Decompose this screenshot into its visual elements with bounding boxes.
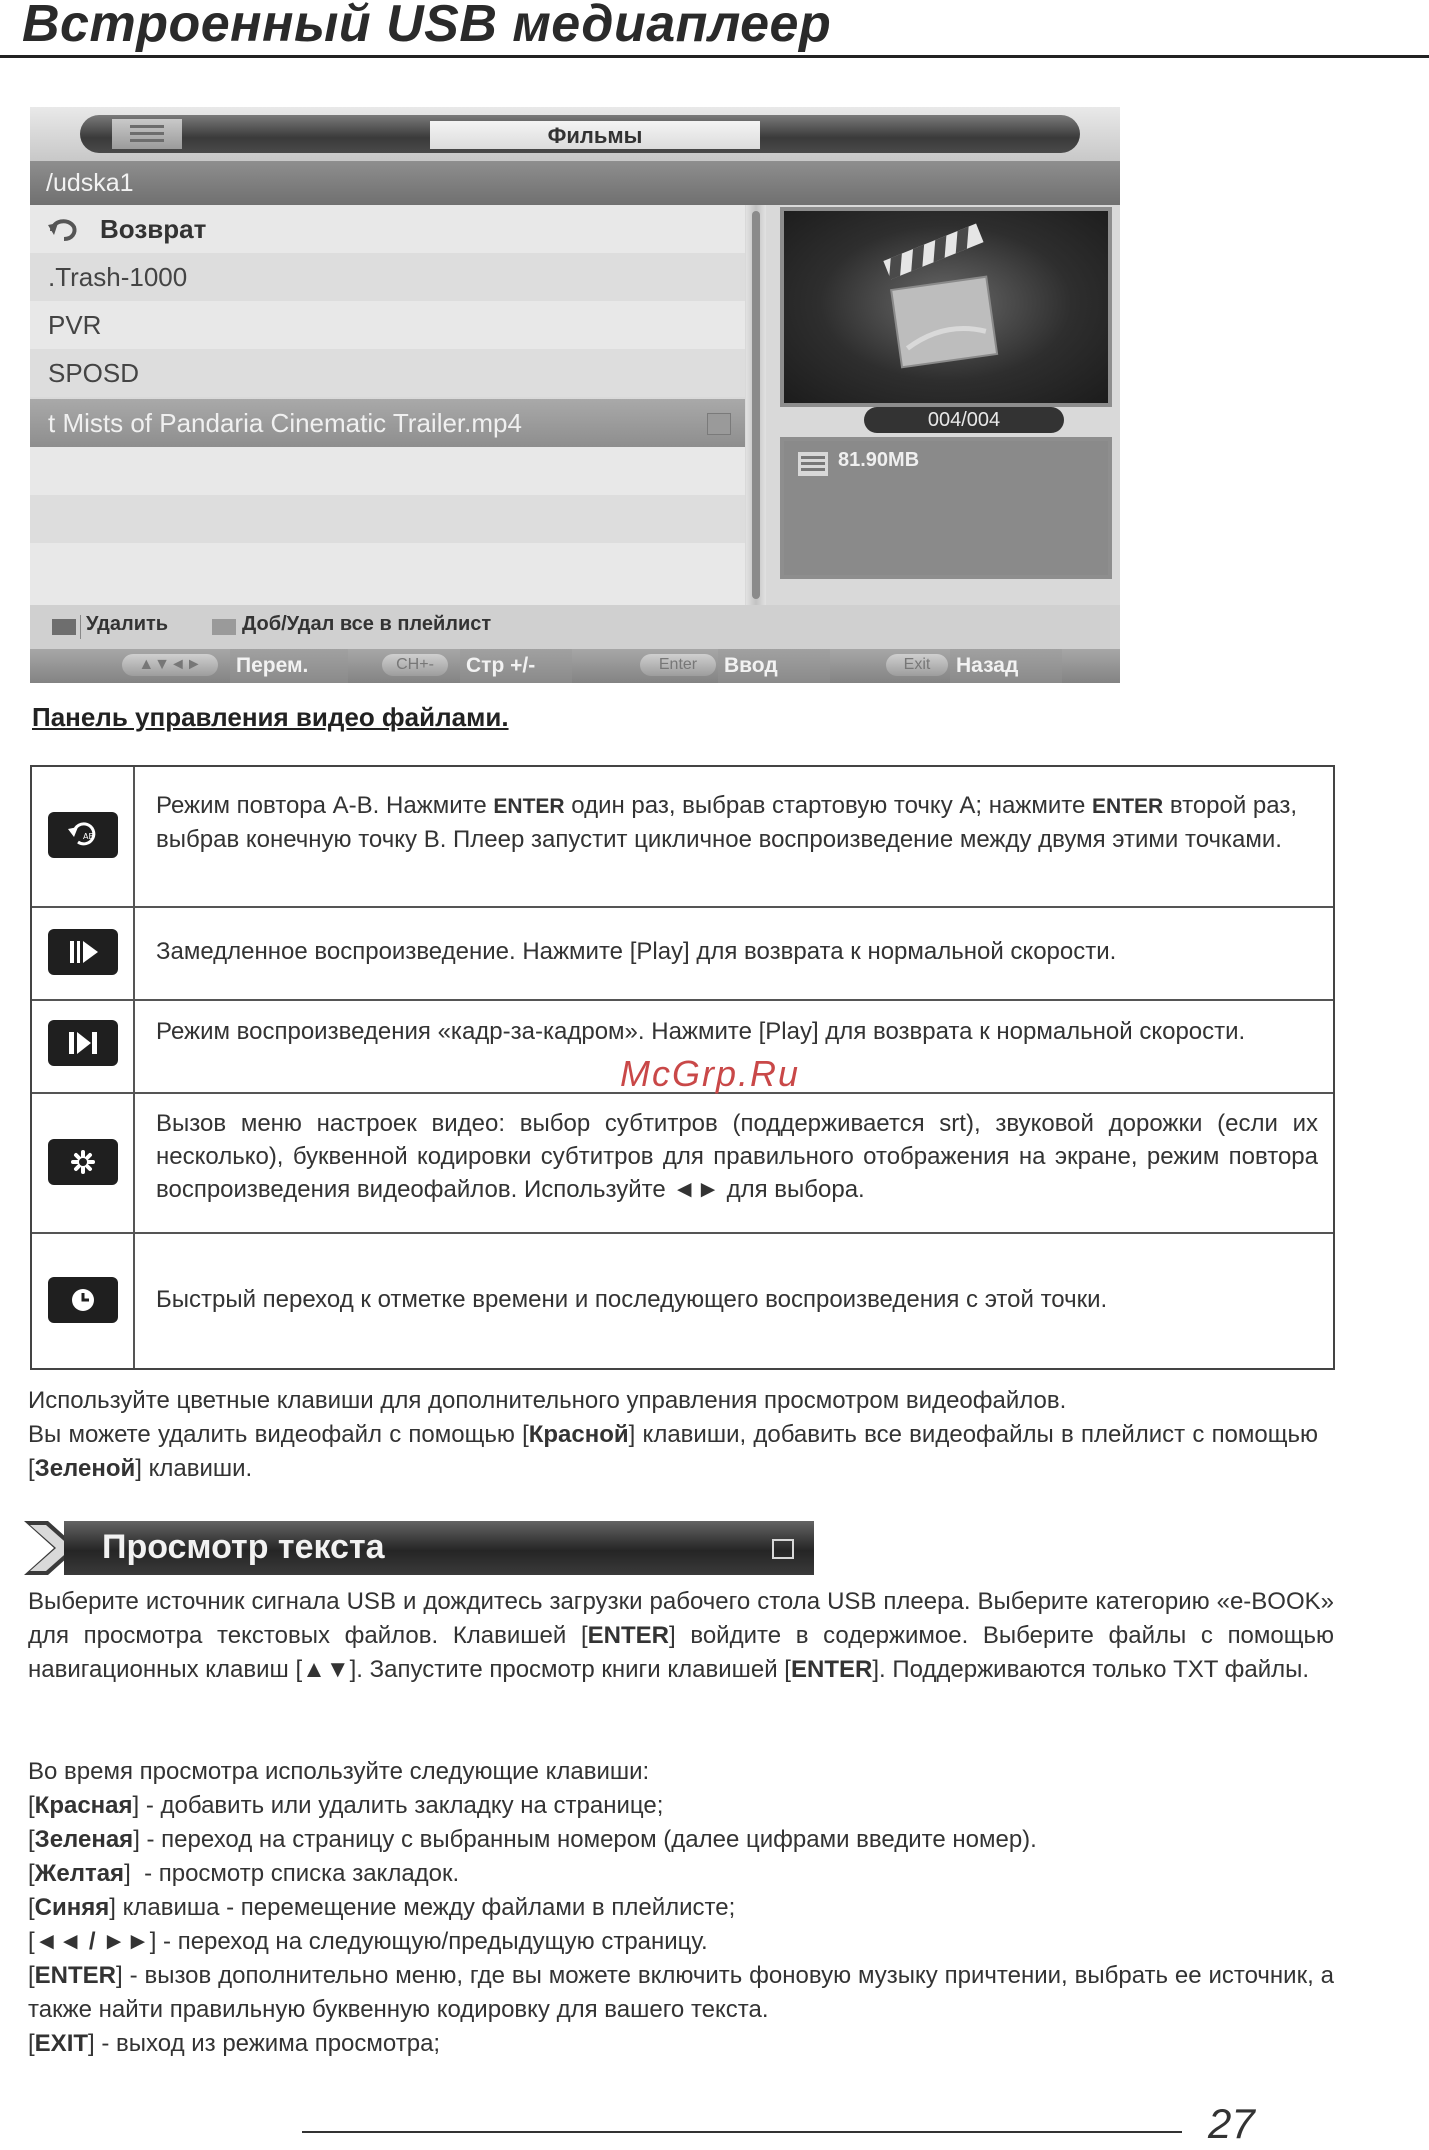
row-divider bbox=[32, 999, 1333, 1001]
step-frame-icon bbox=[48, 1020, 118, 1066]
file-row-label: t Mists of Pandaria Cinematic Trailer.mp4 bbox=[48, 408, 522, 438]
checkbox-icon[interactable] bbox=[707, 413, 731, 435]
key-line-blue: [Синяя] клавиша - перемещение между файлами в плейлисте; bbox=[28, 1894, 736, 1921]
paragraph-line: Вы можете удалить видеофайл с помощью [Красной] клавиши, добавить все видеофайлы в плейлист с помощью [Зеленой] клавиши. bbox=[28, 1421, 1319, 1482]
color-keys-paragraph bbox=[28, 1384, 1318, 1486]
exit-key[interactable]: Exit bbox=[886, 654, 948, 676]
file-size-icon bbox=[798, 452, 828, 476]
enter-key[interactable]: Enter bbox=[640, 654, 716, 676]
preview-pane bbox=[784, 211, 1108, 403]
color-key-bar bbox=[30, 605, 1120, 649]
goto-time-description: Быстрый переход к отметке времени и последующего воспроизведения с этой точки. bbox=[156, 1286, 1108, 1313]
row-divider bbox=[32, 906, 1333, 908]
key-line-exit: [EXIT] - выход из режима просмотра; bbox=[28, 2030, 441, 2057]
file-counter: 004/004 bbox=[864, 407, 1064, 433]
key-line-red: [Красная] - добавить или удалить закладку на странице; bbox=[28, 1792, 664, 1819]
section-banner bbox=[24, 1521, 814, 1575]
file-row-empty bbox=[30, 543, 745, 605]
delete-label[interactable]: Удалить bbox=[86, 613, 169, 635]
red-key-icon bbox=[52, 619, 76, 635]
watermark: McGrp.Ru bbox=[620, 1053, 801, 1094]
page-title: Встроенный USB медиаплеер bbox=[22, 0, 832, 53]
slow-play-description: Замедленное воспроизведение. Нажмите [Play] для возврата к нормальной скорости. bbox=[156, 938, 1117, 965]
list-scrollbar[interactable] bbox=[746, 205, 766, 605]
key-line-enter: [ENTER] - вызов дополнительно меню, где вы можете включить фоновую музыку причтении, выбрать ее источник, а также найти правильную буквенную кодировку для вашего текста. bbox=[28, 1962, 1334, 2023]
return-icon bbox=[46, 211, 80, 245]
file-row-back[interactable] bbox=[30, 205, 745, 253]
divider bbox=[80, 615, 81, 639]
file-size: 81.90MB bbox=[838, 449, 920, 471]
section-title: Просмотр текста bbox=[102, 1528, 385, 1566]
green-key-icon bbox=[212, 619, 236, 635]
file-row-empty bbox=[30, 447, 745, 495]
arrows-key[interactable]: ▲▼◄► bbox=[122, 654, 218, 676]
file-row[interactable]: PVR bbox=[30, 301, 745, 349]
keys-intro: Во время просмотра используйте следующие клавиши: bbox=[28, 1758, 650, 1785]
key-line-yellow: [Желтая] - просмотр списка закладок. bbox=[28, 1860, 460, 1887]
file-info-pane bbox=[784, 441, 1108, 575]
file-row-selected[interactable] bbox=[30, 399, 745, 447]
media-player-screenshot bbox=[30, 107, 1120, 683]
footer-rule bbox=[302, 2131, 1182, 2133]
ab-repeat-description: Режим повтора A-B. Нажмите ENTER один раз, выбрав стартовую точку А; нажмите ENTER второй раз, выбрав конечную точку В. Плеер запустит цикличное воспроизведение между двумя этими точками. bbox=[156, 792, 1298, 853]
row-divider bbox=[32, 1232, 1333, 1234]
paragraph-line: Используйте цветные клавиши для дополнительного управления просмотром видеофайлов. bbox=[28, 1387, 1067, 1414]
file-row[interactable]: .Trash-1000 bbox=[30, 253, 745, 301]
text-view-keys bbox=[28, 1755, 1334, 2061]
page-number: 27 bbox=[1208, 2100, 1255, 2147]
tab-movies[interactable]: Фильмы bbox=[430, 121, 760, 149]
back-label: Назад bbox=[950, 649, 1062, 683]
title-rule bbox=[0, 55, 1429, 58]
ch-key[interactable]: CH+- bbox=[382, 654, 448, 676]
file-row-empty bbox=[30, 495, 745, 543]
clapperboard-icon bbox=[784, 211, 1108, 403]
svg-text:AB: AB bbox=[83, 832, 94, 841]
table-divider bbox=[133, 767, 135, 1368]
key-line-green: [Зеленая] - переход на страницу с выбранным номером (далее цифрами введите номер). bbox=[28, 1826, 1037, 1853]
file-row-label: Возврат bbox=[100, 214, 207, 244]
text-view-paragraph: Выберите источник сигнала USB и дождитесь загрузки рабочего стола USB плеера. Выберите категорию «e-BOOK» для просмотра текстовых файлов. Клавишей [ENTER] войдите в содержимое. Выберите файлы с помощью навигационных клавиш [▲▼]. Запустите просмотр книги клавишей [ENTER]. Поддерживаются только TXT файлы. bbox=[28, 1588, 1335, 1683]
file-list bbox=[30, 205, 745, 605]
move-label: Перем. bbox=[230, 649, 348, 683]
enter-label: Ввод bbox=[718, 649, 830, 683]
square-icon bbox=[772, 1539, 794, 1559]
page-label: Стр +/- bbox=[460, 649, 572, 683]
folder-path: /udska1 bbox=[30, 161, 1120, 205]
ab-repeat-icon bbox=[48, 812, 118, 858]
video-settings-description: Вызов меню настроек видео: выбор субтитров (поддерживается srt), звуковой дорожки (если их несколько), буквенной кодировки субтитров для правильного отображения на экране, режим повтора воспроизведения видеофайлов. Используйте ◄► для выбора. bbox=[156, 1110, 1318, 1203]
playlist-label[interactable]: Доб/Удал все в плейлист bbox=[242, 613, 492, 635]
step-frame-description: Режим воспроизведения «кадр-за-кадром». Нажмите [Play] для возврата к нормальной скорости. bbox=[156, 1018, 1246, 1045]
video-settings-icon bbox=[48, 1139, 118, 1185]
menu-list-icon[interactable] bbox=[112, 119, 182, 149]
file-row[interactable]: SPOSD bbox=[30, 349, 745, 397]
slow-play-icon bbox=[48, 929, 118, 975]
clock-icon bbox=[48, 1277, 118, 1323]
key-hint-bar bbox=[30, 649, 1120, 683]
key-line-page: [◄◄ / ►►] - переход на следующую/предыдущую страницу. bbox=[28, 1928, 708, 1955]
controls-caption: Панель управления видео файлами. bbox=[32, 702, 509, 732]
